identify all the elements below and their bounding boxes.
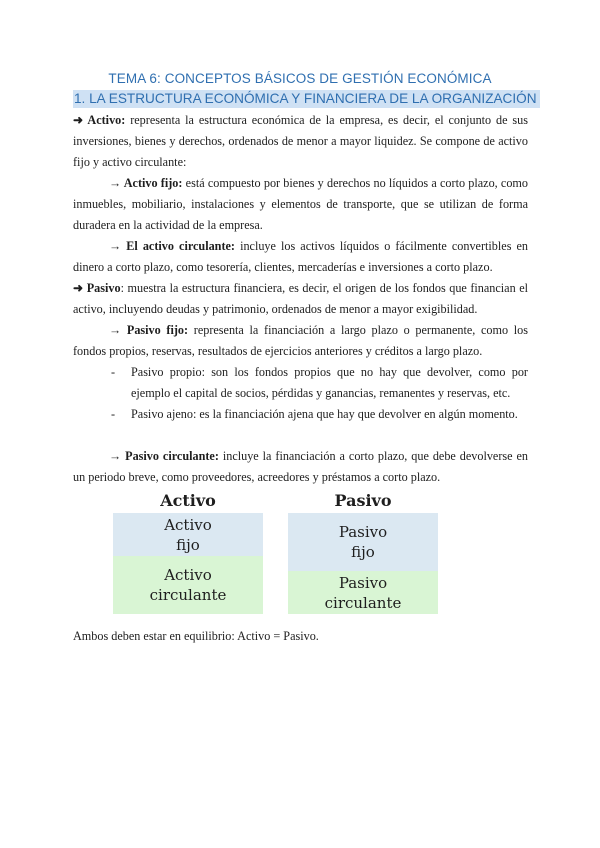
conclusion-text: Ambos deben estar en equilibrio: Activo = Pasivo.: [73, 629, 319, 643]
pasivo-fijo-label: → Pasivo fijo:: [109, 323, 189, 337]
activo-label: ➜ Activo:: [73, 113, 126, 127]
pasivo-column-header: Pasivo: [334, 491, 392, 510]
activo-circulante-box-line1: Activo: [164, 566, 212, 584]
pasivo-fijo-paragraph: [73, 320, 528, 362]
pasivo-fijo-text: representa la financiación a largo plazo o permanente, como los fondos propios, reservas, resultados de ejercicios anteriores y créditos a largo plazo.: [73, 323, 528, 358]
activo-fijo-box-line1: Activo: [164, 515, 212, 534]
pasivo-circulante-box: [288, 571, 438, 614]
section-heading: 1. LA ESTRUCTURA ECONÓMICA Y FINANCIERA DE LA ORGANIZACIÓN: [73, 90, 540, 108]
list-bullet: -: [111, 365, 116, 379]
activo-text: representa la estructura económica de la empresa, es decir, el conjunto de sus inversiones, bienes y derechos, ordenados de menor a mayor liquidez. Se compone de activo fijo y activo circulante:: [73, 113, 528, 169]
page-title: TEMA 6: CONCEPTOS BÁSICOS DE GESTIÓN ECONÓMICA: [108, 71, 492, 86]
pasivo-label: ➜ Pasivo: [73, 281, 121, 295]
activo-circulante-box: [113, 556, 263, 614]
pasivo-fijo-box: [288, 513, 438, 571]
activo-paragraph: [73, 110, 528, 173]
pasivo-circulante-label: → Pasivo circulante:: [109, 449, 219, 463]
activo-fijo-box-line2: fijo: [176, 535, 200, 554]
activo-circulante-label: → El activo circulante:: [109, 239, 235, 253]
pasivo-circulante-box-line1: Pasivo: [338, 573, 388, 592]
pasivo-circulante-paragraph: [73, 446, 528, 488]
pasivo-paragraph: [73, 278, 528, 320]
activo-circulante-box-line2: circulante: [149, 586, 227, 604]
activo-fijo-label: → Activo fijo:: [109, 176, 183, 190]
list-item-pasivo-propio: [111, 362, 528, 404]
activo-column-header: Activo: [160, 491, 216, 510]
activo-fijo-text: está compuesto por bienes y derechos no líquidos a corto plazo, como inmuebles, mobiliario, instalaciones y elementos de transporte, que se utilizan de forma duradera en la actividad de la empresa.: [73, 176, 529, 232]
activo-circulante-text: incluye los activos líquidos o fácilmente convertibles en dinero a corto plazo, como tesorería, clientes, mercaderías e inversiones a corto plazo.: [73, 239, 529, 274]
list-item-pasivo-ajeno: [111, 404, 528, 425]
activo-circulante-paragraph: [73, 236, 528, 278]
activo-fijo-box: [113, 513, 263, 556]
list-bullet: -: [111, 407, 116, 421]
list-item-text: Pasivo ajeno: es la financiación ajena que hay que devolver en algún momento.: [131, 407, 518, 421]
pasivo-circulante-text: incluye la financiación a corto plazo, que debe devolverse en un periodo breve, como proveedores, acreedores y préstamos a corto plazo.: [73, 449, 529, 484]
pasivo-fijo-box-line1: Pasivo: [338, 523, 388, 541]
activo-fijo-paragraph: [73, 173, 528, 236]
pasivo-text: : muestra la estructura financiera, es decir, el origen de los fondos que financian el activo, incluyendo deudas y patrimonio, ordenados de menor a mayor exigibilidad.: [73, 281, 528, 316]
list-item-text: Pasivo propio: son los fondos propios que no hay que devolver, como por ejemplo el capital de socios, pérdidas y ganancias, remanentes y reservas, etc.: [131, 365, 528, 400]
pasivo-fijo-box-line2: fijo: [351, 543, 375, 561]
pasivo-circulante-box-line2: circulante: [324, 593, 402, 612]
